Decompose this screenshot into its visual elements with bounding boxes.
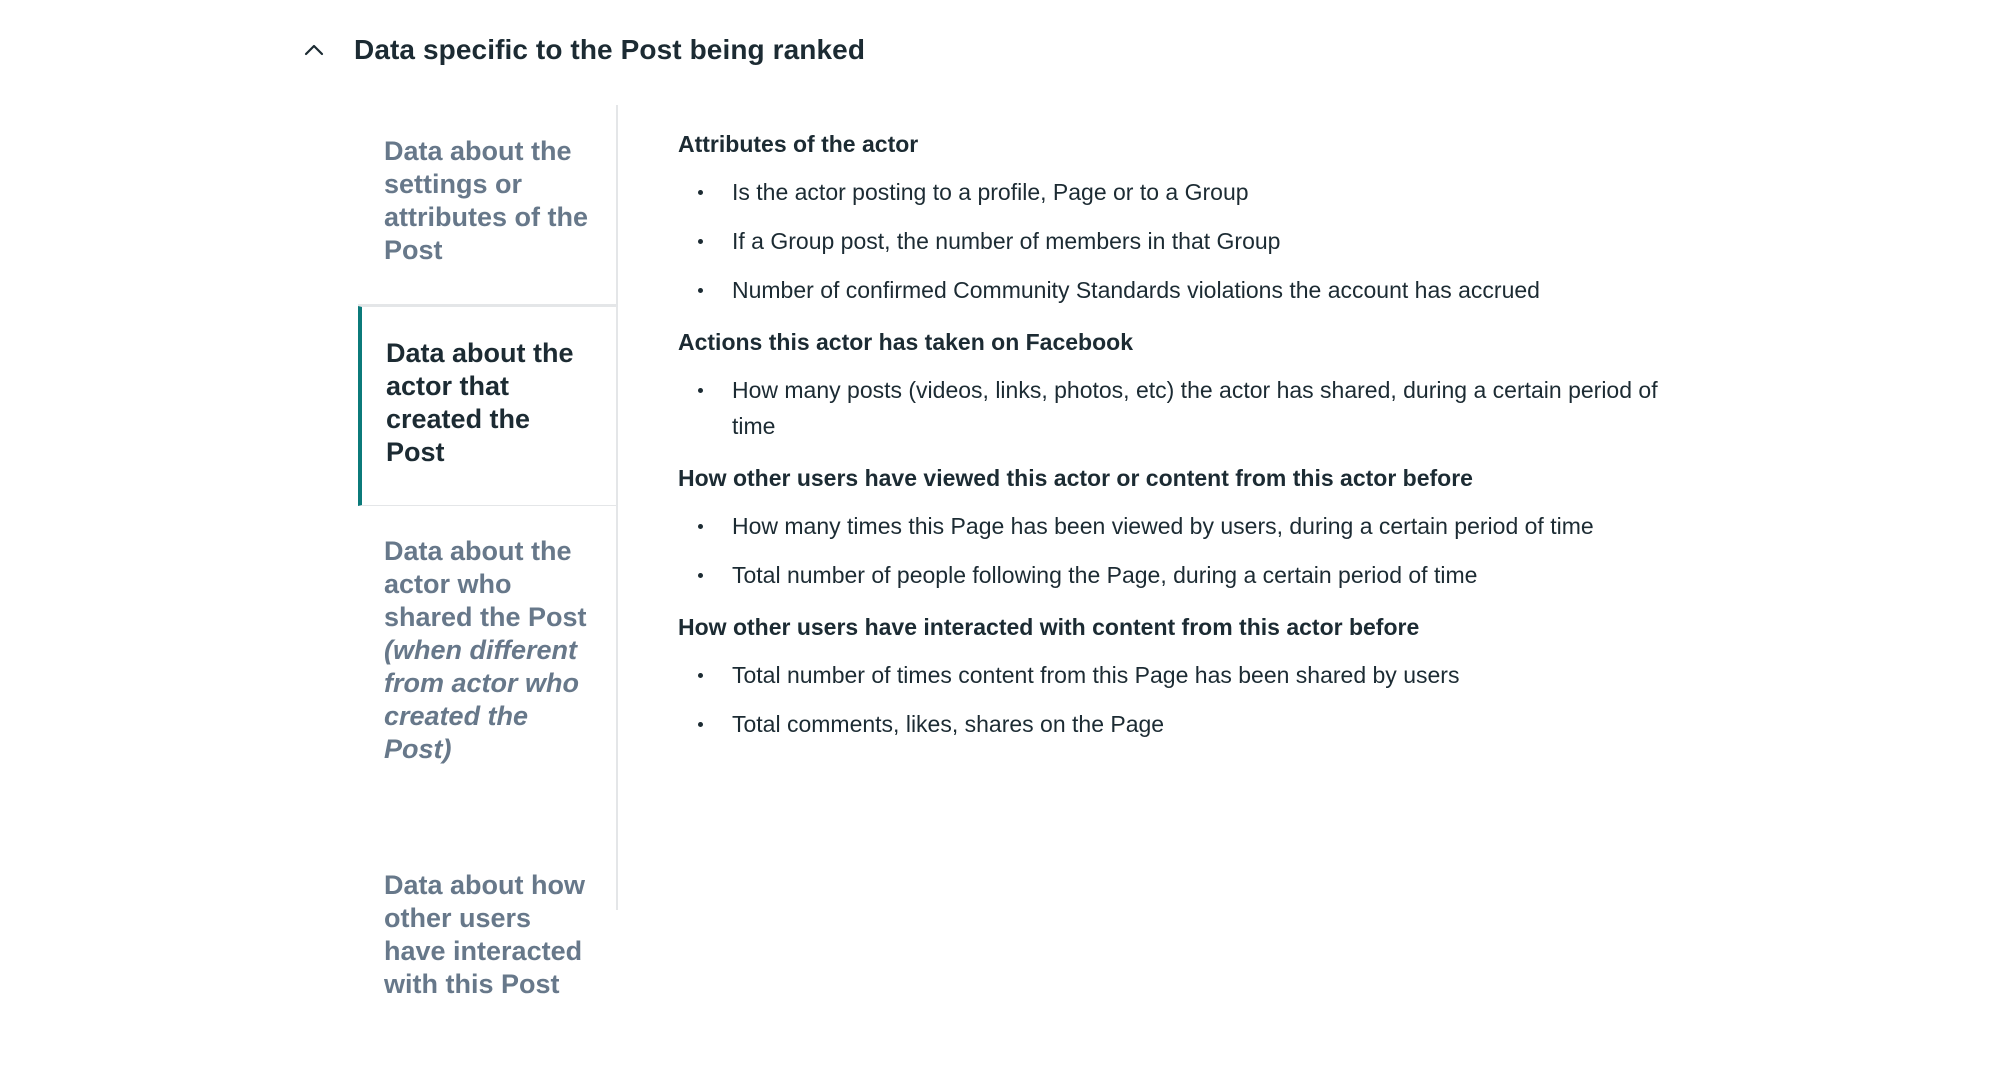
list-item: How many times this Page has been viewed by users, during a certain period of time — [678, 508, 1658, 544]
list-item: Total number of people following the Page, during a certain period of time — [678, 557, 1658, 593]
list-item: Total comments, likes, shares on the Page — [678, 706, 1658, 742]
tab-other-users-interactions[interactable] — [358, 869, 616, 1001]
tab-actor-created[interactable] — [358, 306, 616, 506]
list-item: If a Group post, the number of members in that Group — [678, 223, 1658, 259]
bullet-list — [678, 508, 1658, 593]
tab-label: Data about how other users have interacted with this Post — [384, 870, 585, 999]
tab-post-settings[interactable] — [358, 135, 616, 267]
tab-label: Data about the actor who shared the Post — [384, 536, 587, 632]
tab-label: Data about the actor that created the Post — [386, 338, 574, 467]
group-heading: How other users have viewed this actor or content from this actor before — [678, 465, 1473, 491]
bullet-list — [678, 174, 1658, 308]
section-title: Data specific to the Post being ranked — [354, 34, 866, 65]
section-toggle[interactable] — [300, 34, 865, 66]
tab-actor-shared[interactable] — [358, 535, 616, 766]
list-item: Number of confirmed Community Standards violations the account has accrued — [678, 272, 1658, 308]
bullet-list — [678, 657, 1658, 742]
tab-list-divider — [616, 105, 618, 910]
tab-label-note: (when different from actor who created the Post) — [384, 635, 580, 764]
group-heading: How other users have interacted with content from this actor before — [678, 614, 1420, 640]
tab-label: Data about the settings or attributes of the Post — [384, 136, 589, 265]
tab-panel — [678, 128, 1658, 760]
list-item: Total number of times content from this Page has been shared by users — [678, 657, 1658, 693]
list-item: How many posts (videos, links, photos, etc) the actor has shared, during a certain period of time — [678, 372, 1658, 444]
chevron-up-icon[interactable] — [300, 36, 328, 64]
tab-list — [358, 105, 618, 999]
group-heading: Actions this actor has taken on Facebook — [678, 329, 1133, 355]
group-heading: Attributes of the actor — [678, 131, 919, 157]
bullet-list — [678, 372, 1658, 444]
list-item: Is the actor posting to a profile, Page or to a Group — [678, 174, 1658, 210]
